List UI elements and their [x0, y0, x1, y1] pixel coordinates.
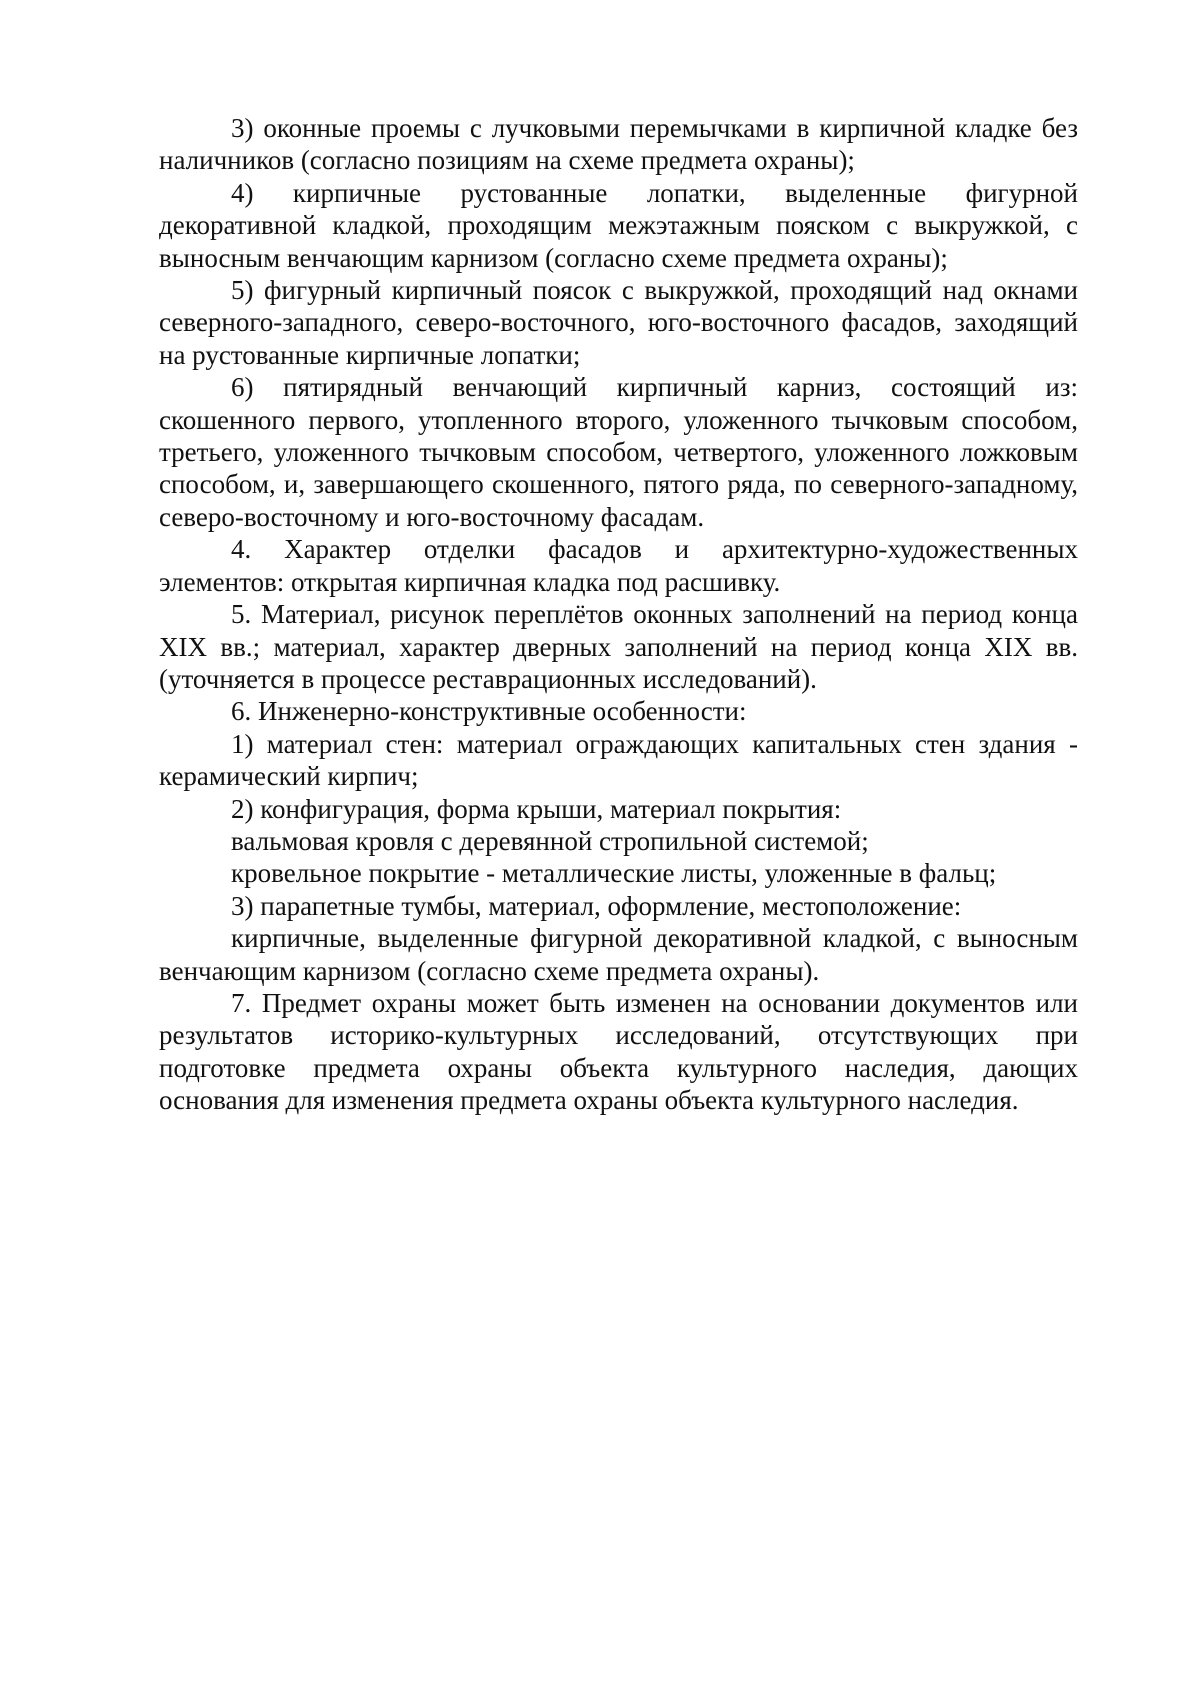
- paragraph-section-4-facade-finish: 4. Характер отделки фасадов и архитектурно-художественных элементов: открытая кирпичная кладка под расшивку.: [159, 534, 1078, 597]
- document-body: [159, 112, 1078, 1117]
- paragraph-section-5-window-door-fills: 5. Материал, рисунок переплётов оконных заполнений на период конца XIX вв.; материал, характер дверных заполнений на период конца XIX вв. (уточняется в процессе реставрационных исследований).: [159, 599, 1078, 694]
- paragraph-section-7-change-of-protection: 7. Предмет охраны может быть изменен на основании документов или результатов историко-культурных исследований, отсутствующих при подготовке предмета охраны объекта культурного наследия, дающих основания для изменения предмета охраны объекта культурного наследия.: [159, 987, 1078, 1116]
- paragraph-roof-covering: кровельное покрытие - металлические листы, уложенные в фальц;: [231, 858, 997, 889]
- paragraph-item-3-parapet-posts: 3) парапетные тумбы, материал, оформление, местоположение:: [231, 890, 962, 921]
- paragraph-item-3-window-openings: 3) оконные проемы с лучковыми перемычками в кирпичной кладке без наличников (согласно позициям на схеме предмета охраны);: [159, 113, 1078, 176]
- paragraph-item-2-roof-configuration: 2) конфигурация, форма крыши, материал покрытия:: [231, 793, 842, 824]
- paragraph-item-5-brick-belt: 5) фигурный кирпичный поясок с выкружкой, проходящий над окнами северного-западного, северо-восточного, юго-восточного фасадов, заходящий на рустованные кирпичные лопатки;: [159, 275, 1078, 370]
- paragraph-item-1-wall-material: 1) материал стен: материал ограждающих капитальных стен здания - керамический кирпич;: [159, 728, 1078, 792]
- paragraph-item-6-cornice: 6) пятирядный венчающий кирпичный карниз, состоящий из: скошенного первого, утопленного второго, уложенного тычковым способом, третьего, уложенного тычковым способом, четвертого, уложенного ложковым способом, и, завершающего скошенного, пятого ряда, по северного-западному, северо-восточному и юго-восточному фасадам.: [159, 372, 1078, 532]
- paragraph-roof-hip: вальмовая кровля с деревянной стропильной системой;: [231, 825, 869, 856]
- paragraph-parapet-brick: кирпичные, выделенные фигурной декоративной кладкой, с выносным венчающим карнизом (согласно схеме предмета охраны).: [159, 923, 1078, 986]
- paragraph-section-6-engineering: 6. Инженерно-конструктивные особенности:: [231, 696, 747, 727]
- paragraph-item-4-rusticated-pilasters: 4) кирпичные рустованные лопатки, выделенные фигурной декоративной кладкой, проходящим межэтажным пояском с выкружкой, с выносным венчающим карнизом (согласно схеме предмета охраны);: [159, 177, 1078, 273]
